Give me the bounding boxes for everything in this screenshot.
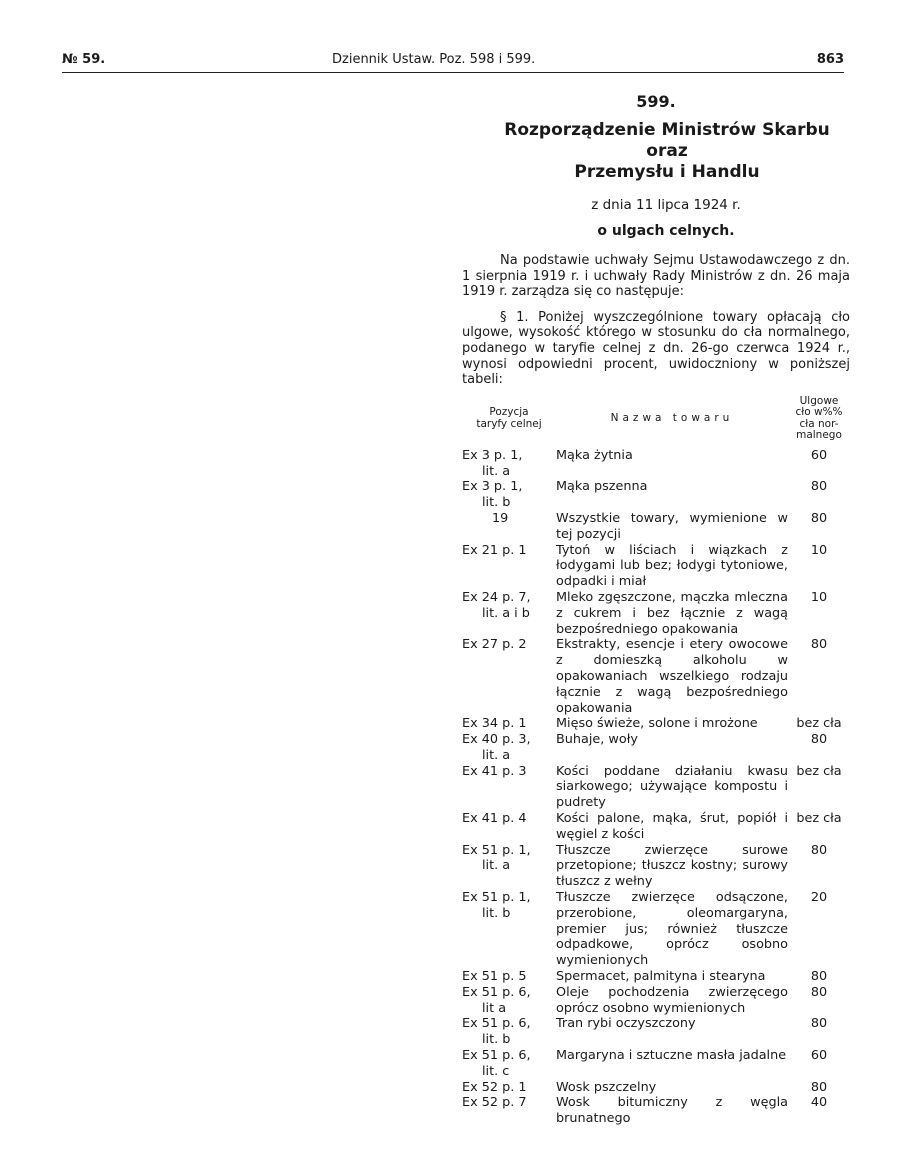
table-header-row xyxy=(462,396,850,448)
goods-name: Tłuszcze zwierzęce surowe przetopione; tłuszcz kostny; surowy tłuszcz z wełny xyxy=(556,842,788,890)
goods-name: Ekstrakty, esencje i etery owocowe z domieszką alkoholu w opakowaniach wszelkiego rodzaju łącznie z wagą bezpośredniego opakowania xyxy=(556,637,788,716)
table-row xyxy=(462,1095,850,1127)
table-row xyxy=(462,543,850,590)
table-row xyxy=(462,811,850,843)
tariff-position-line: Ex 51 p. 6, xyxy=(462,1016,531,1032)
tariff-table xyxy=(462,396,850,1127)
tariff-position-line: Ex 52 p. 1 xyxy=(462,1079,527,1095)
header-position: Pozycja taryfy celnej xyxy=(476,406,542,430)
tariff-position xyxy=(462,511,556,543)
goods-name: Wosk pszczelny xyxy=(556,1079,657,1095)
table-row xyxy=(462,985,850,1017)
table-row xyxy=(462,716,850,732)
duty-rate: 40 xyxy=(810,1095,828,1111)
tariff-position-line: Ex 3 p. 1, xyxy=(462,447,523,463)
tariff-position xyxy=(462,1016,556,1048)
tariff-position-line: lit. b xyxy=(482,905,511,921)
duty-rate: 20 xyxy=(810,890,828,906)
goods-name: Mąka żytnia xyxy=(556,447,633,463)
table-row xyxy=(462,590,850,637)
duty-rate: 80 xyxy=(810,510,828,526)
duty-rate: 60 xyxy=(810,447,828,463)
tariff-position-line: lit a xyxy=(482,1000,507,1016)
tariff-position xyxy=(462,1048,556,1080)
goods-name: Mleko zgęszczone, mączka mleczna z cukrem i bez łącznie z wagą bezpośredniego opakowania xyxy=(556,589,788,637)
tariff-position-line: 19 xyxy=(492,510,509,526)
tariff-position xyxy=(462,716,556,732)
tariff-position-line: lit. a xyxy=(482,463,511,479)
tariff-position xyxy=(462,543,556,590)
table-row xyxy=(462,1048,850,1080)
header-rate: Ulgowe cło w%% cła nor- malnego xyxy=(795,394,843,442)
tariff-position xyxy=(462,1080,556,1096)
tariff-position-line: Ex 21 p. 1 xyxy=(462,542,527,558)
duty-rate: 80 xyxy=(810,732,828,748)
issue-number: № 59. xyxy=(62,52,106,67)
tariff-position xyxy=(462,590,556,637)
table-row xyxy=(462,637,850,716)
tariff-position-line: Ex 40 p. 3, xyxy=(462,732,531,748)
tariff-position xyxy=(462,479,556,511)
tariff-position-line: Ex 41 p. 4 xyxy=(462,811,527,827)
regulation-date: z dnia 11 lipca 1924 r. xyxy=(591,197,741,213)
goods-name: Tłuszcze zwierzęce odsączone, przerobione, oleomargaryna, premier jus; również tłuszcze odpadkowe, oprócz osobno wymienionych xyxy=(556,890,788,969)
tariff-position-line: lit. b xyxy=(482,495,511,511)
table-row xyxy=(462,1080,850,1096)
tariff-position xyxy=(462,1095,556,1127)
duty-rate: 80 xyxy=(810,637,828,653)
page-number: 863 xyxy=(816,52,844,67)
tariff-position xyxy=(462,985,556,1017)
regulation-title xyxy=(462,120,850,183)
regulation-subject: o ulgach celnych. xyxy=(597,223,735,239)
tariff-position-line: Ex 51 p. 5 xyxy=(462,969,527,985)
table-row xyxy=(462,890,850,969)
goods-name: Buhaje, woły xyxy=(556,732,638,748)
tariff-position xyxy=(462,448,556,480)
tariff-position-line: Ex 41 p. 3 xyxy=(462,763,527,779)
tariff-position-line: Ex 24 p. 7, xyxy=(462,589,531,605)
duty-rate: bez cła xyxy=(796,716,842,732)
header-name: Nazwa towaru xyxy=(610,412,734,424)
duty-rate: 80 xyxy=(810,842,828,858)
tariff-position-line: Ex 34 p. 1 xyxy=(462,716,527,732)
tariff-position-line: Ex 51 p. 1, xyxy=(462,890,531,906)
table-row xyxy=(462,969,850,985)
preamble: Na podstawie uchwały Sejmu Ustawodawczego z dn. 1 sierpnia 1919 r. i uchwały Rady Ministrów z dn. 26 maja 1919 r. zarządza się co następuje: xyxy=(462,253,850,300)
tariff-position xyxy=(462,764,556,811)
duty-rate: 10 xyxy=(810,589,828,605)
duty-rate: bez cła xyxy=(796,763,842,779)
header-rule xyxy=(62,72,844,73)
tariff-position-line: Ex 51 p. 6, xyxy=(462,984,531,1000)
goods-name: Kości poddane działaniu kwasu siarkowego; używające kompostu i pudrety xyxy=(556,763,788,811)
duty-rate: 80 xyxy=(810,1016,828,1032)
title-line: Rozporządzenie Ministrów Skarbu oraz xyxy=(504,120,830,161)
duty-rate: 10 xyxy=(810,542,828,558)
goods-name: Oleje pochodzenia zwierzęcego oprócz osobno wymienionych xyxy=(556,984,788,1016)
tariff-position xyxy=(462,843,556,890)
article-column xyxy=(462,88,850,1127)
tariff-position-line: lit. a i b xyxy=(482,605,530,621)
table-row xyxy=(462,1016,850,1048)
tariff-position-line: lit. a xyxy=(482,747,511,763)
tariff-position xyxy=(462,969,556,985)
goods-name: Kości palone, mąka, śrut, popiół i węgiel z kości xyxy=(556,811,788,842)
tariff-position-line: Ex 51 p. 1, xyxy=(462,842,531,858)
tariff-position-line: lit. c xyxy=(482,1063,510,1079)
tariff-position-line: Ex 27 p. 2 xyxy=(462,637,527,653)
position-number: 599. xyxy=(636,92,676,111)
table-row xyxy=(462,732,850,764)
tariff-position-line: lit. a xyxy=(482,858,511,874)
goods-name: Tytoń w liściach i wiązkach z łodygami lub bez; łodygi tytoniowe, odpadki i miał xyxy=(556,542,788,590)
goods-name: Spermacet, palmityna i stearyna xyxy=(556,969,766,985)
tariff-position xyxy=(462,732,556,764)
page-header xyxy=(62,50,844,72)
table-row xyxy=(462,764,850,811)
title-line: Przemysłu i Handlu xyxy=(574,162,760,182)
table-row xyxy=(462,843,850,890)
duty-rate: 80 xyxy=(810,969,828,985)
tariff-position-line: Ex 3 p. 1, xyxy=(462,479,523,495)
section-1: § 1. Poniżej wyszczególnione towary opłacają cło ulgowe, wysokość którego w stosunku do cła normalnego, podanego w taryfie celnej z dn. 26-go czerwca 1924 r., wynosi odpowiedni procent, uwidoczniony w poniższej tabeli: xyxy=(462,309,850,388)
tariff-body xyxy=(462,448,850,1127)
goods-name: Wszystkie towary, wymienione w tej pozycji xyxy=(556,510,788,542)
tariff-position-line: Ex 51 p. 6, xyxy=(462,1048,531,1064)
goods-name: Margaryna i sztuczne masła jadalne xyxy=(556,1048,787,1064)
table-row xyxy=(462,448,850,480)
journal-title: Dziennik Ustaw. Poz. 598 i 599. xyxy=(332,52,536,67)
duty-rate: 80 xyxy=(810,1079,828,1095)
table-row xyxy=(462,479,850,511)
duty-rate: 80 xyxy=(810,479,828,495)
table-row xyxy=(462,511,850,543)
goods-name: Mąka pszenna xyxy=(556,479,648,495)
tariff-position-line: lit. b xyxy=(482,1032,511,1048)
tariff-position-line: Ex 52 p. 7 xyxy=(462,1095,527,1111)
tariff-position xyxy=(462,637,556,716)
duty-rate: bez cła xyxy=(796,811,842,827)
tariff-position xyxy=(462,890,556,969)
goods-name: Tran rybi oczyszczony xyxy=(556,1016,696,1032)
duty-rate: 80 xyxy=(810,984,828,1000)
goods-name: Wosk bitumiczny z węgla brunatnego xyxy=(556,1095,788,1127)
goods-name: Mięso świeże, solone i mrożone xyxy=(556,716,758,732)
duty-rate: 60 xyxy=(810,1048,828,1064)
tariff-position xyxy=(462,811,556,843)
